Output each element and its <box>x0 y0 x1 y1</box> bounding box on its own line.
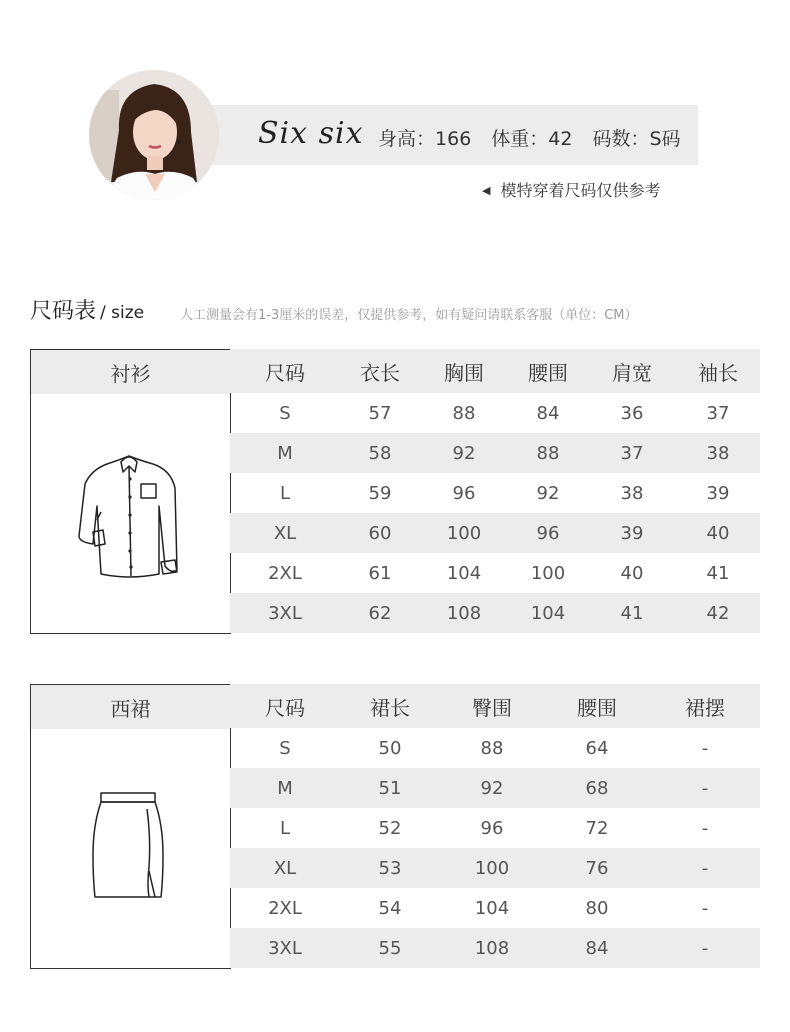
size-subtitle: / size <box>100 303 145 323</box>
table-cell: 37 <box>620 442 644 464</box>
table-cell: 39 <box>620 522 644 544</box>
table-cell: 76 <box>585 857 609 879</box>
skirt-garment-box <box>30 684 231 969</box>
table-cell: 41 <box>706 562 730 584</box>
column-header: 尺码 <box>265 695 305 720</box>
shirt-garment-label: 衬衫 <box>31 350 230 394</box>
shirt-size-table <box>230 349 760 633</box>
table-cell: 53 <box>378 857 402 879</box>
column-header: 腰围 <box>528 360 568 385</box>
table-cell: 42 <box>706 602 730 624</box>
size-title-text: 尺码表 <box>30 299 97 324</box>
size-value: S码 <box>649 128 681 150</box>
table-row <box>230 768 760 808</box>
table-row <box>230 848 760 888</box>
table-cell: 96 <box>452 482 476 504</box>
table-cell: 88 <box>480 737 504 759</box>
column-header: 裙长 <box>370 695 410 720</box>
table-row <box>230 888 760 928</box>
table-cell: 68 <box>585 777 609 799</box>
table-cell: 2XL <box>268 897 302 919</box>
height-value: 166 <box>435 128 472 150</box>
shirt-icon <box>31 394 230 633</box>
column-header: 裙摆 <box>685 695 725 720</box>
table-cell: L <box>279 817 291 839</box>
table-cell: 72 <box>585 817 609 839</box>
table-cell: S <box>279 402 291 424</box>
column-header: 尺码 <box>265 360 305 385</box>
table-cell: 3XL <box>268 937 302 959</box>
table-row <box>230 473 760 513</box>
table-cell: 58 <box>368 442 392 464</box>
table-cell: 61 <box>368 562 392 584</box>
table-cell: 37 <box>706 402 730 424</box>
table-cell: 96 <box>536 522 560 544</box>
table-cell: M <box>277 442 293 464</box>
table-cell: 100 <box>530 562 566 584</box>
table-cell: 3XL <box>268 602 302 624</box>
table-cell: 108 <box>446 602 482 624</box>
column-header: 衣长 <box>360 360 400 385</box>
triangle-left-icon: ◀ <box>482 184 491 197</box>
table-row <box>230 593 760 633</box>
table-cell: 38 <box>620 482 644 504</box>
table-cell: 88 <box>536 442 560 464</box>
table-cell: 39 <box>706 482 730 504</box>
column-header: 肩宽 <box>612 360 652 385</box>
table-row <box>230 513 760 553</box>
table-cell: 36 <box>620 402 644 424</box>
column-header: 腰围 <box>577 695 617 720</box>
table-header-row <box>230 684 760 728</box>
table-cell: 62 <box>368 602 392 624</box>
table-cell: 84 <box>536 402 560 424</box>
column-header: 胸围 <box>444 360 484 385</box>
table-cell: 40 <box>706 522 730 544</box>
skirt-size-table <box>230 684 760 968</box>
table-row <box>230 393 760 433</box>
table-cell: - <box>701 737 709 759</box>
table-cell: 41 <box>620 602 644 624</box>
table-cell: 55 <box>378 937 402 959</box>
table-cell: 38 <box>706 442 730 464</box>
size-chart-title <box>30 294 144 325</box>
table-cell: 92 <box>452 442 476 464</box>
table-cell: 54 <box>378 897 402 919</box>
table-cell: XL <box>273 522 297 544</box>
size-label: 码数： <box>592 128 650 150</box>
table-cell: 40 <box>620 562 644 584</box>
table-cell: 92 <box>480 777 504 799</box>
weight-value: 42 <box>548 128 573 150</box>
table-cell: 80 <box>585 897 609 919</box>
table-cell: 100 <box>474 857 510 879</box>
table-cell: 51 <box>378 777 402 799</box>
table-cell: 104 <box>446 562 482 584</box>
table-row <box>230 433 760 473</box>
table-cell: 108 <box>474 937 510 959</box>
skirt-garment-label: 西裙 <box>31 685 230 729</box>
model-note-text: 模特穿着尺码仅供参考 <box>500 181 661 200</box>
table-cell: 100 <box>446 522 482 544</box>
table-cell: XL <box>273 857 297 879</box>
table-cell: 57 <box>368 402 392 424</box>
table-cell: 92 <box>536 482 560 504</box>
table-cell: 2XL <box>268 562 302 584</box>
table-row <box>230 728 760 768</box>
table-cell: - <box>701 777 709 799</box>
table-cell: 104 <box>530 602 566 624</box>
column-header: 臀围 <box>472 695 512 720</box>
table-cell: L <box>279 482 291 504</box>
table-cell: 50 <box>378 737 402 759</box>
table-cell: 84 <box>585 937 609 959</box>
table-header-row <box>230 349 760 393</box>
table-cell: 104 <box>474 897 510 919</box>
table-cell: S <box>279 737 291 759</box>
model-stats <box>378 124 681 151</box>
table-cell: - <box>701 857 709 879</box>
table-cell: - <box>701 897 709 919</box>
model-size-note <box>482 178 660 201</box>
table-row <box>230 553 760 593</box>
table-row <box>230 928 760 968</box>
weight-label: 体重： <box>491 128 549 150</box>
skirt-icon <box>31 729 230 968</box>
shirt-garment-box <box>30 349 231 634</box>
height-label: 身高： <box>378 128 436 150</box>
table-cell: M <box>277 777 293 799</box>
table-cell: - <box>701 937 709 959</box>
table-cell: 96 <box>480 817 504 839</box>
measurement-note: 人工测量会有1-3厘米的误差，仅提供参考，如有疑问请联系客服（单位：CM） <box>180 308 638 323</box>
table-row <box>230 808 760 848</box>
model-avatar <box>89 70 219 200</box>
table-cell: 64 <box>585 737 609 759</box>
model-name: Six six <box>258 116 364 151</box>
table-cell: 59 <box>368 482 392 504</box>
table-cell: - <box>701 817 709 839</box>
table-cell: 88 <box>452 402 476 424</box>
table-cell: 60 <box>368 522 392 544</box>
column-header: 袖长 <box>698 360 738 385</box>
table-cell: 52 <box>378 817 402 839</box>
